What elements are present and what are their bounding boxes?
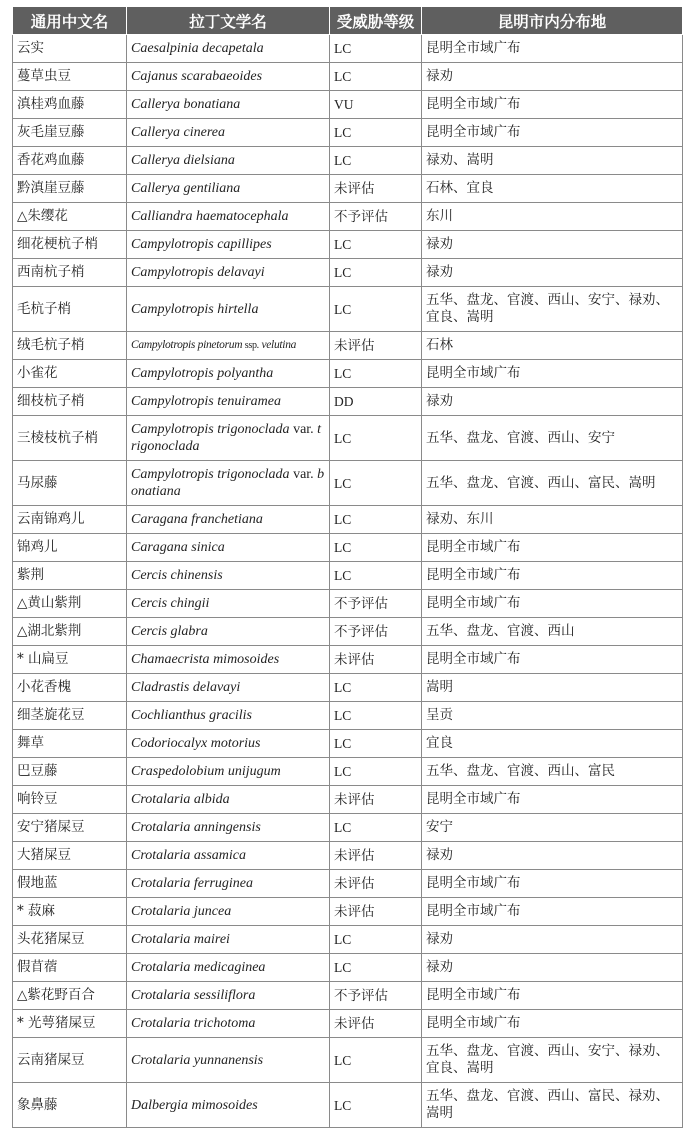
cell-latin-name [127,1038,330,1083]
table-row [13,590,683,618]
table-row [13,926,683,954]
cell-distribution: 嵩明 [422,674,683,702]
cell-threat-level: 不予评估 [330,203,422,231]
cell-threat-level: VU [330,91,422,119]
latin-genus: Campylotropis [131,339,196,351]
latin-genus: Callerya [131,97,180,112]
cell-distribution: 五华、盘龙、官渡、西山、富民 [422,758,683,786]
cell-latin-name [127,259,330,287]
cell-chinese-name: 滇桂鸡血藤 [13,91,127,119]
table-row [13,954,683,982]
table-row [13,91,683,119]
cell-latin-name [127,35,330,63]
latin-genus: Campylotropis [131,301,214,317]
latin-genus: Campylotropis [131,394,214,409]
latin-epithet: ferruginea [193,876,253,891]
cell-chinese-name: 假苜蓿 [13,954,127,982]
latin-rank: var. [293,467,314,482]
cell-threat-level: DD [330,388,422,416]
cell-latin-name [127,926,330,954]
table-row [13,1038,683,1083]
cell-threat-level: LC [330,674,422,702]
cell-distribution: 昆明全市域广布 [422,646,683,674]
latin-epithet: mairei [193,932,230,947]
cell-threat-level: LC [330,259,422,287]
cell-chinese-name: * 菽麻 [13,898,127,926]
latin-genus: Cercis [131,596,168,611]
cell-threat-level: LC [330,758,422,786]
cell-latin-name [127,119,330,147]
latin-epithet: delavayi [192,680,241,695]
cell-latin-name [127,982,330,1010]
cell-threat-level: 未评估 [330,786,422,814]
cell-distribution: 五华、盘龙、官渡、西山、富民、嵩明 [422,461,683,506]
latin-infraspecific: bonatiana [131,467,325,499]
latin-genus: Callerya [131,181,180,196]
latin-genus: Crotalaria [131,932,191,947]
latin-genus: Callerya [131,153,180,168]
cell-threat-level: LC [330,926,422,954]
cell-latin-name [127,898,330,926]
latin-genus: Cochlianthus [131,708,206,723]
latin-epithet: chinensis [170,568,223,583]
table-row [13,982,683,1010]
cell-threat-level: 不予评估 [330,590,422,618]
cell-distribution: 禄劝、嵩明 [422,147,683,175]
cell-chinese-name: △朱缨花 [13,203,127,231]
latin-genus: Callerya [131,125,180,140]
cell-chinese-name: 细花梗杭子梢 [13,231,127,259]
cell-latin-name [127,203,330,231]
cell-latin-name [127,870,330,898]
latin-epithet: pinetorum [197,339,243,351]
latin-genus: Calliandra [131,209,193,224]
species-table-container [12,6,682,1128]
latin-genus: Chamaecrista [131,652,210,667]
latin-epithet: sessiliflora [193,988,256,1003]
latin-epithet: trigonoclada [217,467,290,482]
latin-genus: Cercis [131,568,168,583]
cell-latin-name [127,646,330,674]
latin-genus: Campylotropis [131,422,214,437]
latin-genus: Crotalaria [131,1016,191,1031]
latin-genus: Campylotropis [131,366,214,381]
cell-threat-level: 未评估 [330,646,422,674]
latin-genus: Caragana [131,512,188,527]
cell-latin-name [127,332,330,360]
latin-genus: Caesalpinia [131,41,199,56]
cell-latin-name [127,63,330,91]
cell-threat-level: LC [330,954,422,982]
cell-threat-level: LC [330,119,422,147]
table-row [13,674,683,702]
cell-latin-name [127,1083,330,1128]
cell-latin-name [127,618,330,646]
table-row [13,702,683,730]
cell-chinese-name: △湖北紫荆 [13,618,127,646]
cell-chinese-name: 小雀花 [13,360,127,388]
cell-latin-name [127,786,330,814]
table-row [13,360,683,388]
cell-distribution: 禄劝 [422,231,683,259]
cell-latin-name [127,231,330,259]
table-row [13,730,683,758]
cell-latin-name [127,147,330,175]
cell-distribution: 昆明全市域广布 [422,91,683,119]
table-header [13,7,683,35]
cell-chinese-name: 大猪屎豆 [13,842,127,870]
cell-distribution: 昆明全市域广布 [422,982,683,1010]
cell-chinese-name: 灰毛崖豆藤 [13,119,127,147]
latin-epithet: mimosoides [213,652,280,667]
table-row [13,388,683,416]
cell-chinese-name: 巴豆藤 [13,758,127,786]
table-row [13,506,683,534]
latin-epithet: trichotoma [193,1016,256,1031]
latin-epithet: trigonoclada [217,422,290,437]
cell-distribution: 禄劝、东川 [422,506,683,534]
cell-distribution: 昆明全市域广布 [422,870,683,898]
latin-infraspecific: velutina [261,339,297,351]
latin-epithet: cinerea [183,125,225,140]
cell-latin-name [127,506,330,534]
cell-chinese-name: 云南猪屎豆 [13,1038,127,1083]
cell-latin-name [127,814,330,842]
cell-distribution: 昆明全市域广布 [422,119,683,147]
cell-latin-name [127,674,330,702]
latin-epithet: gentiliana [183,181,241,196]
cell-latin-name [127,758,330,786]
cell-chinese-name: 黔滇崖豆藤 [13,175,127,203]
table-row [13,63,683,91]
table-row [13,534,683,562]
cell-chinese-name: 云南锦鸡儿 [13,506,127,534]
cell-latin-name [127,388,330,416]
latin-epithet: assamica [193,848,247,863]
cell-latin-name [127,730,330,758]
latin-genus: Dalbergia [131,1097,189,1113]
cell-chinese-name: △紫花野百合 [13,982,127,1010]
cell-distribution: 五华、盘龙、官渡、西山、安宁、禄劝、宜良、嵩明 [422,287,683,332]
table-row [13,332,683,360]
cell-distribution: 禄劝 [422,388,683,416]
cell-threat-level: 未评估 [330,870,422,898]
table-row [13,416,683,461]
cell-chinese-name: 三棱枝杭子梢 [13,416,127,461]
cell-distribution: 昆明全市域广布 [422,590,683,618]
table-row [13,35,683,63]
cell-chinese-name: 锦鸡儿 [13,534,127,562]
latin-epithet: yunnanensis [193,1052,264,1068]
cell-threat-level: LC [330,1038,422,1083]
table-row [13,786,683,814]
latin-epithet: mimosoides [191,1097,258,1113]
cell-latin-name [127,842,330,870]
cell-threat-level: LC [330,147,422,175]
latin-genus: Campylotropis [131,237,214,252]
latin-infraspecific: trigonoclada [131,422,322,454]
cell-chinese-name: 细茎旋花豆 [13,702,127,730]
latin-epithet: dielsiana [183,153,235,168]
table-row [13,119,683,147]
latin-genus: Crotalaria [131,792,191,807]
cell-distribution: 五华、盘龙、官渡、西山、安宁、禄劝、宜良、嵩明 [422,1038,683,1083]
latin-epithet: unijugum [227,764,281,779]
latin-genus: Cercis [131,624,168,639]
cell-distribution: 昆明全市域广布 [422,898,683,926]
cell-threat-level: LC [330,506,422,534]
cell-threat-level: LC [330,416,422,461]
latin-epithet: capillipes [217,237,272,252]
cell-distribution: 五华、盘龙、官渡、西山、富民、禄劝、嵩明 [422,1083,683,1128]
latin-epithet: delavayi [217,265,265,280]
latin-epithet: anningensis [193,820,261,835]
latin-epithet: franchetiana [191,512,263,527]
species-table [12,6,683,1128]
table-row [13,562,683,590]
cell-chinese-name: 小花香槐 [13,674,127,702]
cell-distribution: 石林 [422,332,683,360]
latin-epithet: medicaginea [193,960,266,975]
cell-chinese-name: 蔓草虫豆 [13,63,127,91]
latin-genus: Cajanus [131,69,178,84]
cell-chinese-name: 香花鸡血藤 [13,147,127,175]
cell-chinese-name: 安宁猪屎豆 [13,814,127,842]
cell-distribution: 五华、盘龙、官渡、西山 [422,618,683,646]
cell-threat-level: LC [330,461,422,506]
cell-chinese-name: 西南杭子梢 [13,259,127,287]
cell-distribution: 禄劝 [422,259,683,287]
table-row [13,814,683,842]
cell-distribution: 五华、盘龙、官渡、西山、安宁 [422,416,683,461]
latin-genus: Crotalaria [131,988,191,1003]
cell-latin-name [127,287,330,332]
table-body [13,35,683,1128]
table-row [13,147,683,175]
table-row [13,758,683,786]
cell-latin-name [127,360,330,388]
cell-chinese-name: 头花猪屎豆 [13,926,127,954]
cell-latin-name [127,534,330,562]
latin-epithet: albida [193,792,230,807]
latin-epithet: bonatiana [183,97,241,112]
latin-epithet: haematocephala [195,209,289,224]
latin-genus: Crotalaria [131,820,191,835]
latin-genus: Campylotropis [131,467,214,482]
table-row [13,175,683,203]
cell-distribution: 呈贡 [422,702,683,730]
table-row [13,461,683,506]
cell-threat-level: 未评估 [330,842,422,870]
table-row [13,618,683,646]
latin-epithet: scarabaeoides [181,69,263,84]
cell-threat-level: LC [330,814,422,842]
cell-threat-level: LC [330,35,422,63]
table-row [13,287,683,332]
latin-epithet: decapetala [202,41,264,56]
latin-genus: Crotalaria [131,1052,191,1068]
cell-latin-name [127,1010,330,1038]
cell-threat-level: 未评估 [330,175,422,203]
cell-chinese-name: 响铃豆 [13,786,127,814]
cell-threat-level: LC [330,702,422,730]
cell-chinese-name: 假地蓝 [13,870,127,898]
cell-distribution: 安宁 [422,814,683,842]
latin-genus: Crotalaria [131,876,191,891]
latin-genus: Crotalaria [131,904,191,919]
cell-threat-level: 未评估 [330,1010,422,1038]
latin-genus: Crotalaria [131,960,191,975]
cell-threat-level: LC [330,534,422,562]
latin-epithet: tenuiramea [217,394,281,409]
cell-latin-name [127,461,330,506]
cell-threat-level: 未评估 [330,332,422,360]
latin-genus: Crotalaria [131,848,191,863]
cell-distribution: 昆明全市域广布 [422,534,683,562]
cell-latin-name [127,954,330,982]
cell-chinese-name: 毛杭子梢 [13,287,127,332]
latin-epithet: sinica [191,540,225,555]
latin-epithet: gracilis [209,708,252,723]
latin-rank: var. [293,422,314,437]
table-row [13,203,683,231]
cell-threat-level: 不予评估 [330,982,422,1010]
latin-epithet: motorius [210,736,261,751]
cell-distribution: 昆明全市域广布 [422,562,683,590]
cell-distribution: 宜良 [422,730,683,758]
cell-threat-level: LC [330,730,422,758]
table-row [13,898,683,926]
cell-distribution: 禄劝 [422,926,683,954]
cell-chinese-name: 马尿藤 [13,461,127,506]
cell-threat-level: LC [330,231,422,259]
cell-threat-level: LC [330,562,422,590]
latin-rank: ssp. [244,340,259,351]
cell-chinese-name: * 山扁豆 [13,646,127,674]
header-threat-level: 受威胁等级 [330,7,422,35]
cell-latin-name [127,702,330,730]
cell-chinese-name: 云实 [13,35,127,63]
latin-epithet: glabra [170,624,208,639]
latin-epithet: chingii [170,596,210,611]
header-distribution: 昆明市内分布地 [422,7,683,35]
latin-genus: Cladrastis [131,680,190,695]
cell-distribution: 石林、宜良 [422,175,683,203]
cell-chinese-name: 象鼻藤 [13,1083,127,1128]
table-row [13,842,683,870]
cell-threat-level: 未评估 [330,898,422,926]
cell-latin-name [127,416,330,461]
cell-threat-level: LC [330,1083,422,1128]
cell-latin-name [127,562,330,590]
cell-distribution: 昆明全市域广布 [422,35,683,63]
cell-chinese-name: △黄山紫荆 [13,590,127,618]
latin-genus: Craspedolobium [131,764,225,779]
cell-distribution: 禄劝 [422,63,683,91]
cell-distribution: 昆明全市域广布 [422,786,683,814]
table-row [13,870,683,898]
header-latin-name: 拉丁文学名 [127,7,330,35]
header-chinese-name: 通用中文名 [13,7,127,35]
latin-genus: Campylotropis [131,265,214,280]
cell-distribution: 昆明全市域广布 [422,1010,683,1038]
cell-distribution: 禄劝 [422,954,683,982]
cell-chinese-name: * 光萼猪屎豆 [13,1010,127,1038]
cell-distribution: 东川 [422,203,683,231]
latin-genus: Codoriocalyx [131,736,208,751]
cell-latin-name [127,91,330,119]
cell-threat-level: LC [330,63,422,91]
cell-threat-level: LC [330,287,422,332]
table-row [13,1010,683,1038]
latin-epithet: hirtella [217,301,259,317]
cell-chinese-name: 紫荆 [13,562,127,590]
table-row [13,259,683,287]
cell-distribution: 昆明全市域广布 [422,360,683,388]
cell-latin-name [127,590,330,618]
latin-epithet: juncea [193,904,232,919]
table-row [13,1083,683,1128]
header-row [13,7,683,35]
cell-distribution: 禄劝 [422,842,683,870]
cell-threat-level: 不予评估 [330,618,422,646]
cell-chinese-name: 绒毛杭子梢 [13,332,127,360]
table-row [13,231,683,259]
cell-latin-name [127,175,330,203]
cell-threat-level: LC [330,360,422,388]
latin-epithet: polyantha [217,366,274,381]
latin-genus: Caragana [131,540,188,555]
table-row [13,646,683,674]
cell-chinese-name: 细枝杭子梢 [13,388,127,416]
cell-chinese-name: 舞草 [13,730,127,758]
